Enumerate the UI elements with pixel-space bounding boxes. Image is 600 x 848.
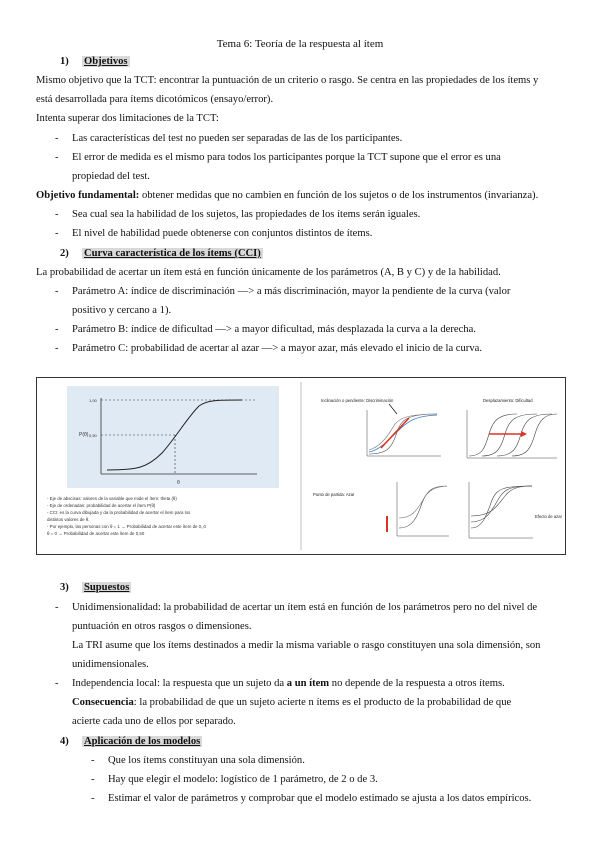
section-3-heading: [60, 582, 131, 593]
page-title: Tema 6: Teoría de la respuesta al ítem: [216, 38, 384, 50]
bullet-text: no depende de la respuesta a otros ítems.: [329, 678, 505, 689]
bullet-item: - Unidimensionalidad: la probabilidad de acertar un ítem está en función de los parámetros pero no del nivel de: [72, 602, 537, 613]
cci-figure-graphic: [37, 378, 565, 554]
section-number: 3): [60, 582, 69, 593]
section-title: Objetivos: [84, 56, 128, 67]
section-1-heading: [60, 56, 130, 67]
bullet-item: - Parámetro C: probabilidad de acertar al azar —> a mayor azar, más elevado el inicio de la curva.: [72, 343, 482, 354]
bullet-continuation: propiedad del test.: [72, 171, 150, 182]
section-4-heading: [60, 736, 202, 747]
section-title: Curva característica de los ítems (CCI): [84, 248, 261, 259]
bullet-item: - Que los ítems constituyan una sola dimensión.: [108, 755, 305, 766]
paragraph-text: obtener medidas que no cambien en función de los sujetos o de los instrumentos (invarianza).: [139, 190, 539, 201]
bullet-continuation: unidimensionales.: [72, 659, 149, 670]
section-2-heading: [60, 248, 263, 259]
bold-text: a un ítem: [286, 678, 330, 689]
note-line: - Eje de abscisas: valores de la variable que mide el ítem: theta (θ): [47, 496, 177, 501]
curve-blue: [369, 415, 437, 452]
curve: [512, 414, 557, 456]
label-difficulty: Desplazamiento: Dificultad: [483, 398, 533, 403]
label-discrimination: Inclinación o pendiente: Discriminación: [321, 398, 394, 403]
curve: [469, 414, 517, 456]
paragraph: [36, 190, 538, 201]
curve: [471, 486, 532, 522]
bullet-item: [72, 678, 505, 689]
label-guessing: Punto de partida: Azar: [313, 492, 355, 497]
paragraph: Intenta superar dos limitaciones de la TCT:: [36, 113, 219, 124]
bullet-continuation: acierte cada uno de ellos por separado.: [72, 716, 236, 727]
section-number: 2): [60, 248, 69, 259]
y-tick-top: 1,00: [89, 398, 97, 403]
x-axis-label: θ: [177, 480, 180, 486]
bullet-item: - El error de medida es el mismo para todos los participantes porque la TCT supone que el error es una: [72, 152, 501, 163]
note-line: θ = 0 → Probabilidad de acertar este ítem de 0,50: [47, 531, 145, 536]
curve: [399, 486, 447, 528]
slope-highlight: [381, 418, 409, 448]
cci-figure: [36, 377, 566, 555]
paragraph: La probabilidad de acertar un ítem está en función únicamente de los parámetros (A, B y C) y de la habilidad.: [36, 267, 501, 278]
section-title: Aplicación de los modelos: [84, 736, 201, 747]
bullet-item: - Sea cual sea la habilidad de los sujetos, las propiedades de los ítems serán iguales.: [72, 209, 420, 220]
curve: [369, 414, 437, 450]
curve: [471, 486, 532, 516]
note-line: - CCI: es la curva dibujada y da la probabilidad de acertar el ítem para los: [47, 510, 191, 515]
curve: [471, 486, 532, 528]
y-tick-mid: 0,50: [89, 433, 97, 438]
bullet-item: - El nivel de habilidad puede obtenerse con conjuntos distintos de ítems.: [72, 228, 372, 239]
section-number: 4): [60, 736, 69, 747]
figure-notes: [47, 496, 207, 536]
curve: [399, 486, 447, 518]
bullet-item: - Las características del test no pueden ser separadas de las de los participantes.: [72, 133, 402, 144]
bold-label: Consecuencia: [72, 697, 134, 708]
bullet-continuation: positivo y cercano a 1).: [72, 305, 172, 316]
bold-label: Objetivo fundamental:: [36, 190, 140, 201]
note-line: - Eje de ordenadas: probabilidad de acertar el ítem P(θ): [47, 503, 156, 508]
bullet-text: : la probabilidad de que un sujeto acierte n ítems es el producto de la probabilidad de que: [133, 697, 512, 708]
bullet-continuation: puntuación en otros rasgos o dimensiones.: [72, 621, 252, 632]
arrow: [389, 404, 397, 414]
bullet-item: - Estimar el valor de parámetros y comprobar que el modelo estimado se ajusta a los datos empíricos.: [108, 793, 531, 804]
label-guessing-effect: Efecto de azar: [535, 514, 563, 519]
curve: [482, 414, 537, 456]
plot-background: [67, 386, 279, 488]
y-axis-label: P(θ): [79, 432, 89, 438]
note-line: distintos valores de θ.: [47, 517, 90, 522]
section-number: 1): [60, 56, 69, 67]
paragraph: Mismo objetivo que la TCT: encontrar la puntuación de un criterio o rasgo. Se centra en las propiedades de los ítems y: [36, 75, 539, 86]
bullet-continuation: [72, 697, 511, 708]
bullet-item: - Parámetro B: índice de dificultad —> a mayor dificultad, más desplazada la curva a la derecha.: [72, 324, 476, 335]
arrow-head: [521, 431, 527, 437]
bullet-text: Independencia local: la respuesta que un sujeto da: [72, 678, 287, 689]
bullet-item: - Hay que elegir el modelo: logístico de 1 parámetro, de 2 o de 3.: [108, 774, 378, 785]
note-line: - Por ejemplo, las personas con θ = 1 → Probabilidad de acertar este ítem de 0,,0: [47, 524, 207, 529]
section-title: Supuestos: [84, 582, 130, 593]
bullet-item: - Parámetro A: índice de discriminación —> a más discriminación, mayor la pendiente de la curva (valor: [72, 286, 510, 297]
paragraph: está desarrollada para ítems dicotómicos (ensayo/error).: [36, 94, 274, 105]
bullet-continuation: La TRI asume que los ítems destinados a medir la misma variable o rasgo constituyen una sola dimensión, son: [72, 640, 541, 651]
